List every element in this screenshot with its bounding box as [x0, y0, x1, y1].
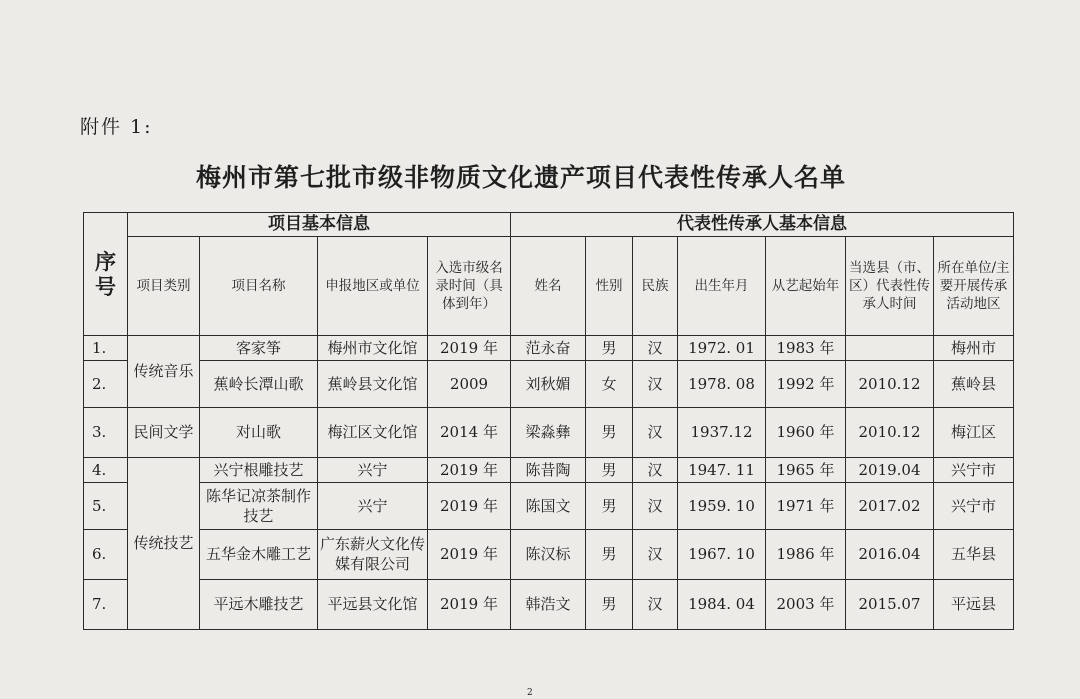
cell-unit: 平远县文化馆 — [318, 579, 428, 629]
cell-location: 平远县 — [934, 579, 1014, 629]
table-row — [84, 529, 1014, 579]
cell-gender: 男 — [586, 482, 633, 529]
cell-county: 2019.04 — [846, 457, 934, 482]
cell-location: 梅江区 — [934, 407, 1014, 457]
table-row — [84, 335, 1014, 360]
cell-birth: 1967. 10 — [678, 529, 766, 579]
cell-county: 2015.07 — [846, 579, 934, 629]
cell-seq: 3. — [84, 407, 128, 457]
table-row — [84, 579, 1014, 629]
cell-start: 1986 年 — [766, 529, 846, 579]
cell-seq: 5. — [84, 482, 128, 529]
cell-gender: 男 — [586, 335, 633, 360]
table-row — [84, 482, 1014, 529]
header-gender: 性别 — [586, 236, 633, 335]
cell-project: 蕉岭长潭山歌 — [200, 360, 318, 407]
cell-birth: 1937.12 — [678, 407, 766, 457]
cell-start: 2003 年 — [766, 579, 846, 629]
cell-unit: 梅州市文化馆 — [318, 335, 428, 360]
inheritor-table — [83, 212, 1014, 630]
cell-year: 2019 年 — [428, 529, 511, 579]
cell-project: 平远木雕技艺 — [200, 579, 318, 629]
cell-seq: 1. — [84, 335, 128, 360]
table-row — [84, 407, 1014, 457]
cell-seq: 4. — [84, 457, 128, 482]
cell-ethnicity: 汉 — [633, 529, 678, 579]
cell-category: 传统音乐 — [128, 335, 200, 407]
cell-year: 2014 年 — [428, 407, 511, 457]
cell-start: 1992 年 — [766, 360, 846, 407]
cell-gender: 男 — [586, 407, 633, 457]
cell-ethnicity: 汉 — [633, 360, 678, 407]
cell-year: 2019 年 — [428, 457, 511, 482]
header-project-name: 项目名称 — [200, 236, 318, 335]
document-title: 梅州市第七批市级非物质文化遗产项目代表性传承人名单 — [196, 163, 847, 192]
cell-ethnicity: 汉 — [633, 457, 678, 482]
cell-name: 范永奋 — [511, 335, 586, 360]
cell-year: 2019 年 — [428, 335, 511, 360]
cell-county — [846, 335, 934, 360]
cell-seq: 6. — [84, 529, 128, 579]
cell-gender: 男 — [586, 457, 633, 482]
page-number: 2 — [527, 688, 533, 698]
cell-project: 五华金木雕工艺 — [200, 529, 318, 579]
cell-category: 传统技艺 — [128, 457, 200, 629]
header-location: 所在单位/主要开展传承活动地区 — [934, 236, 1014, 335]
header-start-year: 从艺起始年 — [766, 236, 846, 335]
cell-ethnicity: 汉 — [633, 482, 678, 529]
cell-ethnicity: 汉 — [633, 407, 678, 457]
cell-seq: 7. — [84, 579, 128, 629]
cell-birth: 1947. 11 — [678, 457, 766, 482]
cell-location: 兴宁市 — [934, 457, 1014, 482]
header-name: 姓名 — [511, 236, 586, 335]
header-seq: 序号 — [84, 213, 128, 336]
cell-year: 2009 — [428, 360, 511, 407]
cell-gender: 女 — [586, 360, 633, 407]
cell-name: 陈昔陶 — [511, 457, 586, 482]
table-row — [84, 457, 1014, 482]
cell-ethnicity: 汉 — [633, 335, 678, 360]
cell-birth: 1972. 01 — [678, 335, 766, 360]
cell-project: 兴宁根雕技艺 — [200, 457, 318, 482]
cell-project: 客家筝 — [200, 335, 318, 360]
cell-start: 1983 年 — [766, 335, 846, 360]
header-county-time: 当选县（市、区）代表性传承人时间 — [846, 236, 934, 335]
cell-county: 2017.02 — [846, 482, 934, 529]
header-listing-time: 入选市级名录时间（具体到年） — [428, 236, 511, 335]
attachment-label: 附件 1: — [80, 116, 153, 138]
cell-county: 2010.12 — [846, 407, 934, 457]
cell-name: 陈汉标 — [511, 529, 586, 579]
cell-county: 2016.04 — [846, 529, 934, 579]
cell-birth: 1984. 04 — [678, 579, 766, 629]
cell-location: 梅州市 — [934, 335, 1014, 360]
cell-county: 2010.12 — [846, 360, 934, 407]
header-group-project: 项目基本信息 — [128, 213, 511, 237]
cell-start: 1960 年 — [766, 407, 846, 457]
cell-location: 五华县 — [934, 529, 1014, 579]
table-row — [84, 360, 1014, 407]
cell-gender: 男 — [586, 579, 633, 629]
header-group-inheritor: 代表性传承人基本信息 — [511, 213, 1014, 237]
header-region-unit: 申报地区或单位 — [318, 236, 428, 335]
cell-year: 2019 年 — [428, 482, 511, 529]
cell-name: 梁淼彝 — [511, 407, 586, 457]
cell-unit: 广东薪火文化传媒有限公司 — [318, 529, 428, 579]
cell-year: 2019 年 — [428, 579, 511, 629]
cell-project: 陈华记凉茶制作技艺 — [200, 482, 318, 529]
cell-seq: 2. — [84, 360, 128, 407]
cell-gender: 男 — [586, 529, 633, 579]
cell-start: 1971 年 — [766, 482, 846, 529]
cell-location: 蕉岭县 — [934, 360, 1014, 407]
cell-unit: 蕉岭县文化馆 — [318, 360, 428, 407]
cell-name: 陈国文 — [511, 482, 586, 529]
cell-unit: 兴宁 — [318, 482, 428, 529]
header-birth: 出生年月 — [678, 236, 766, 335]
cell-location: 兴宁市 — [934, 482, 1014, 529]
cell-unit: 梅江区文化馆 — [318, 407, 428, 457]
cell-name: 刘秋媚 — [511, 360, 586, 407]
cell-name: 韩浩文 — [511, 579, 586, 629]
cell-birth: 1978. 08 — [678, 360, 766, 407]
cell-birth: 1959. 10 — [678, 482, 766, 529]
cell-project: 对山歌 — [200, 407, 318, 457]
header-ethnicity: 民族 — [633, 236, 678, 335]
cell-start: 1965 年 — [766, 457, 846, 482]
cell-unit: 兴宁 — [318, 457, 428, 482]
header-category: 项目类别 — [128, 236, 200, 335]
cell-ethnicity: 汉 — [633, 579, 678, 629]
cell-category: 民间文学 — [128, 407, 200, 457]
